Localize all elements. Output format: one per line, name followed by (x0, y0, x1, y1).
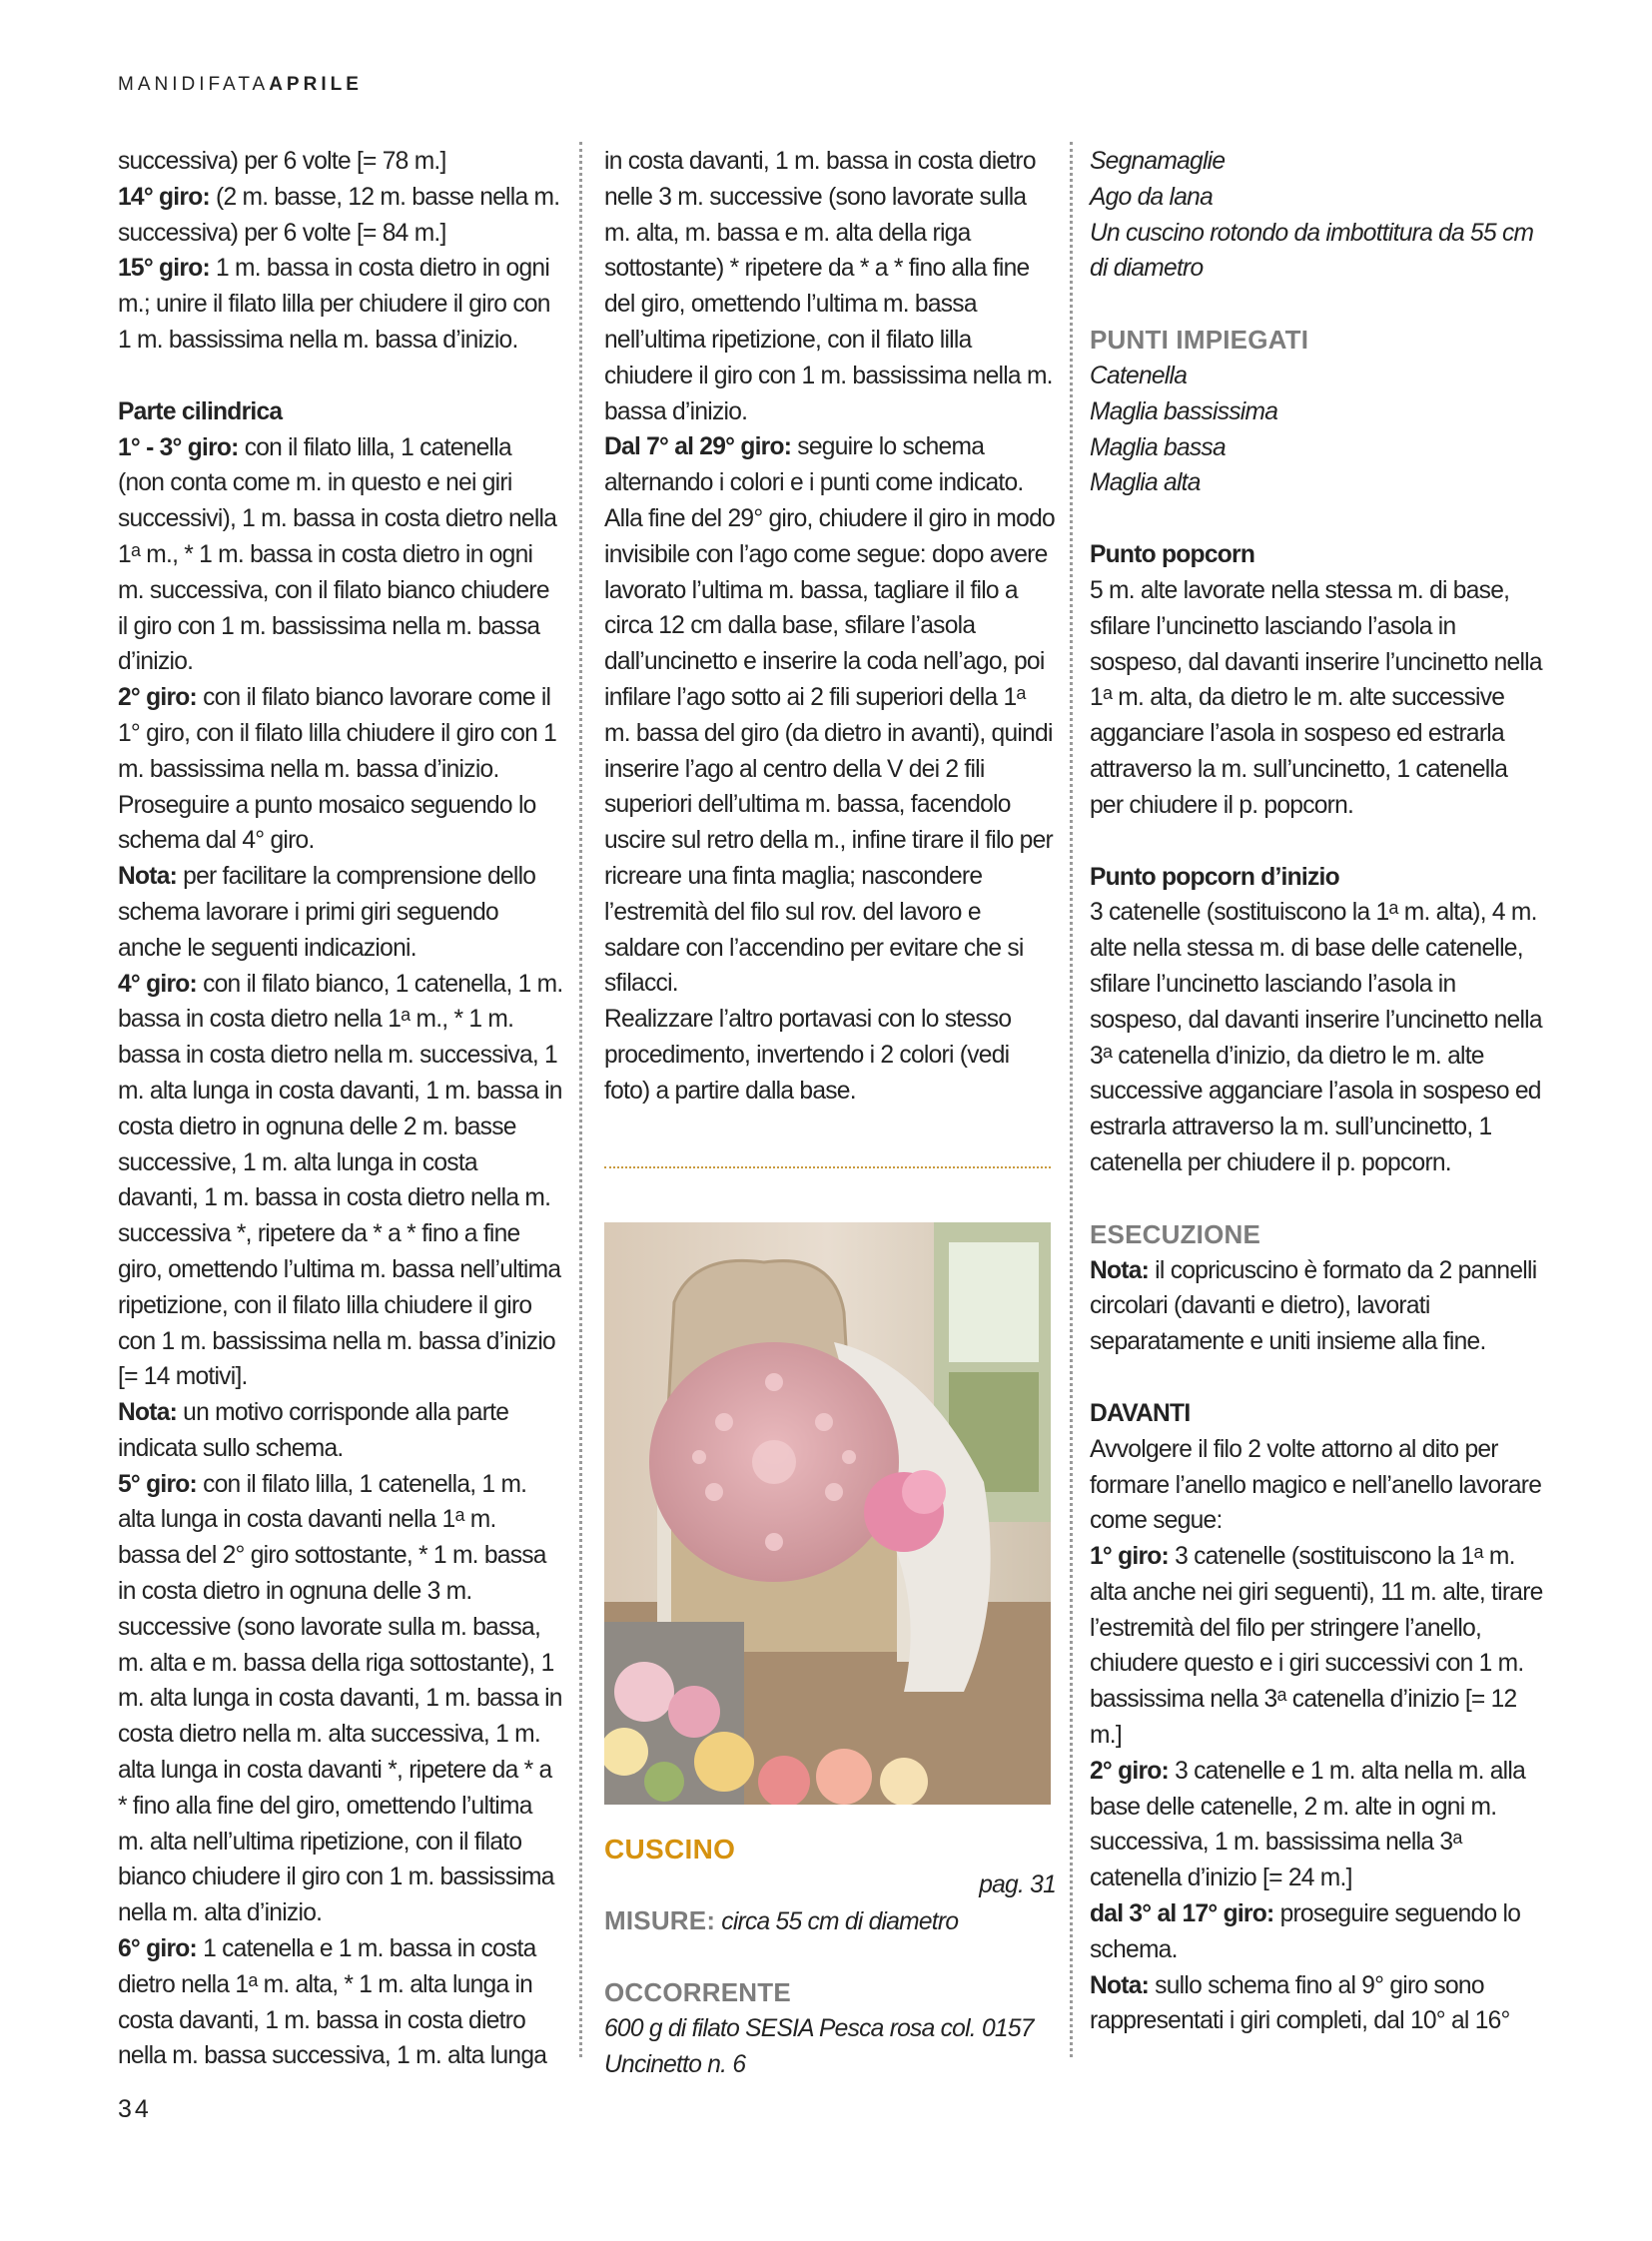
punto-item: Maglia alta (1090, 469, 1201, 497)
occorrente-item: Un cuscino rotondo da imbottitura da 55 cm di diametro (1090, 219, 1534, 283)
page-reference: pag. 31 (979, 1870, 1056, 1898)
misure-line: MISURE: circa 55 cm di diametro (604, 1904, 959, 1935)
paragraph: 5° giro: con il filato lilla, 1 catenella, 1 m. alta lunga in costa davanti nella 1$^a$ m. bassa del 2° giro sottostante, * 1 m. bassa in costa dietro in ognuna delle 3 m. successive (sono lavorate sulla m. bassa, m. alta e m. bassa della riga sottostante), 1 m. alta lunga in costa davanti, 1 m. bassa in costa dietro nella m. alta successiva, 1 m. alta lunga in costa davanti *, ripetere da * a * fino alla fine del giro, omettendo l’ultima m. alta nell’ultima ripetizione, con il filato bianco chiudere il giro con 1 m. bassissima nella m. alta d’inizio. (118, 1470, 562, 1927)
occorrente-title: OCCORRENTE (604, 1977, 791, 2008)
punto-item: Catenella (1090, 362, 1188, 389)
esecuzione-title: ESECUZIONE (1090, 1218, 1261, 1249)
column-divider (1070, 142, 1073, 2057)
paragraph: Dal 7° al 29° giro: seguire lo schema alternando i colori e i punti come indicato. Alla fine del 29° giro, chiudere il giro in modo invisibile con l’ago come segue: dopo avere lavorato l’ultima m. bassa, tagliare il filo a circa 12 cm dalla base, sfilare l’asola dall’uncinetto e inserire la coda nell’ago, poi infilare l’ago sotto ai 2 fili superiori della 1$^a$ m. bassa del giro (da dietro in avanti), quindi inserire l’ago al centro della V dei 2 fili superiori dell’ultima m. bassa, facendolo uscire sul retro della m., infine tirare il filo per ricreare una finta maglia; nascondere l’estremità del filo sul rov. del lavoro e saldare con l’accendino per evitare che si sfilacci. (604, 433, 1055, 998)
paragraph: 2° giro: 3 catenelle e 1 m. alta nella m. alla base delle catenelle, 2 m. alte in ogni m. successiva, 1 m. bassissima nella 3$^a$ catenella d’inizio [= 24 m.] (1090, 1757, 1526, 1892)
column-1 (118, 144, 563, 2074)
paragraph: 15° giro: 1 m. bassa in costa dietro in ogni m.; unire il filato lilla per chiudere il giro con 1 m. bassissima nella m. bassa d’inizio. (118, 255, 550, 354)
paragraph: Proseguire a punto mosaico seguendo lo schema dal 4° giro. (118, 791, 536, 855)
punto-item: Maglia bassa (1090, 433, 1226, 461)
paragraph: Nota: il copricuscino è formato da 2 pannelli circolari (davanti e dietro), lavorati separatamente e uniti insieme alla fine. (1090, 1256, 1537, 1356)
column-2 (604, 144, 1056, 1110)
paragraph: 14° giro: (2 m. basse, 12 m. basse nella m. successiva) per 6 volte [= 84 m.] (118, 183, 560, 247)
running-head (118, 74, 363, 96)
punti-title: PUNTI IMPIEGATI (1090, 325, 1309, 356)
paragraph: 3 catenelle (sostituiscono la 1$^a$ m. alta), 4 m. alte nella stessa m. di base delle catenelle, sfilare l’uncinetto lasciando l’asola in sospeso, dal davanti inserire l’uncinetto nella 3$^a$ catenella d’inizio, da dietro le m. alte successive agganciare l’asola in sospeso ed estrarla attraverso la m. sull’uncinetto, 1 catenella per chiudere il p. popcorn. (1090, 898, 1542, 1176)
cuscino-section (604, 1832, 1056, 2083)
paragraph: Avvolgere il filo 2 volte attorno al dito per formare l’anello magico e nell’anello lavorare come segue: (1090, 1435, 1542, 1535)
cuscino-title: CUSCINO (604, 1834, 736, 1865)
punto-item: Maglia bassissima (1090, 397, 1278, 425)
cushion-photo-illustration (604, 1222, 1051, 1805)
paragraph: Nota: sullo schema fino al 9° giro sono rappresentati i giri completi, dal 10° al 16° (1090, 1971, 1510, 2035)
section-heading: DAVANTI (1090, 1399, 1191, 1427)
paragraph: 1° giro: 3 catenelle (sostituiscono la 1$^a$ m. alta anche nei giri seguenti), 11 m. alte, tirare l’estremità del filo per stringere l’anello, chiudere questo e i giri successivi con 1 m. bassissima nella 3$^a$ catenella d’inizio [= 12 m.] (1090, 1542, 1543, 1750)
paragraph: in costa davanti, 1 m. bassa in costa dietro nelle 3 m. successive (sono lavorate sulla m. alta, m. bassa e m. alta della riga sottostante) * ripetere da * a * fino alla fine del giro, omettendo l’ultima m. bassa nell’ultima ripetizione, con il filato lilla chiudere il giro con 1 m. bassissima nella m. bassa d’inizio. (604, 148, 1053, 425)
page-number: 34 (118, 2095, 152, 2123)
column-divider (579, 142, 582, 2057)
issue-month: APRILE (269, 74, 363, 95)
paragraph: dal 3° al 17° giro: proseguire seguendo lo schema. (1090, 1900, 1521, 1963)
paragraph: Nota: un motivo corrisponde alla parte indicata sullo schema. (118, 1399, 509, 1462)
occorrente-item: 600 g di filato SESIA Pesca rosa col. 0157 (604, 2015, 1034, 2043)
occorrente-item: Segnamaglie (1090, 148, 1226, 175)
paragraph: 6° giro: 1 catenella e 1 m. bassa in costa dietro nella 1$^a$ m. alta, * 1 m. alta lunga in costa davanti, 1 m. bassa in costa dietro nella m. bassa successiva, 1 m. alta lunga (118, 1935, 547, 2070)
magazine-name: MANIDIFATA (118, 74, 270, 95)
paragraph: Realizzare l’altro portavasi con lo stesso procedimento, invertendo i 2 colori (vedi foto) a partire dalla base. (604, 1006, 1012, 1105)
paragraph: successiva) per 6 volte [= 78 m.] (118, 148, 446, 175)
paragraph: 1° - 3° giro: con il filato lilla, 1 catenella (non conta come m. in questo e nei giri successivi), 1 m. bassa in costa dietro nella 1$^a$ m., * 1 m. bassa in costa dietro in ogni m. successiva, con il filato bianco chiudere il giro con 1 m. bassissima nella m. bassa d’inizio. (118, 433, 557, 676)
occorrente-item: Ago da lana (1090, 183, 1214, 211)
paragraph: 5 m. alte lavorate nella stessa m. di base, sfilare l’uncinetto lasciando l’asola in sospeso, dal davanti inserire l’uncinetto nella 1$^a$ m. alta, da dietro le m. alte successive agganciare l’asola in sospeso ed estrarla attraverso la m. sull’uncinetto, 1 catenella per chiudere il p. popcorn. (1090, 576, 1542, 819)
occorrente-item: Uncinetto n. 6 (604, 2050, 746, 2078)
section-heading: Punto popcorn (1090, 541, 1255, 569)
column-3 (1090, 144, 1543, 2039)
paragraph: 2° giro: con il filato bianco lavorare come il 1° giro, con il filato lilla chiudere il giro con 1 m. bassissima nella m. bassa d’inizio. (118, 684, 557, 783)
section-divider (604, 1166, 1051, 1168)
section-heading: Parte cilindrica (118, 397, 283, 425)
cushion-photo (604, 1222, 1051, 1805)
paragraph: 4° giro: con il filato bianco, 1 catenella, 1 m. bassa in costa dietro nella 1$^a$ m., * 1 m. bassa in costa dietro nella m. successiva, 1 m. alta lunga in costa davanti, 1 m. bassa in costa dietro in ognuna delle 2 m. basse successive, 1 m. alta lunga in costa davanti, 1 m. bassa in costa dietro nella m. successiva *, ripetere da * a * fino a fine giro, omettendo l’ultima m. bassa nell’ultima ripetizione, con il filato lilla chiudere il giro con 1 m. bassissima nella m. bassa d’inizio [= 14 motivi]. (118, 970, 563, 1391)
section-heading: Punto popcorn d’inizio (1090, 863, 1339, 891)
paragraph: Nota: per facilitare la comprensione dello schema lavorare i primi giri seguendo anche le seguenti indicazioni. (118, 863, 536, 962)
